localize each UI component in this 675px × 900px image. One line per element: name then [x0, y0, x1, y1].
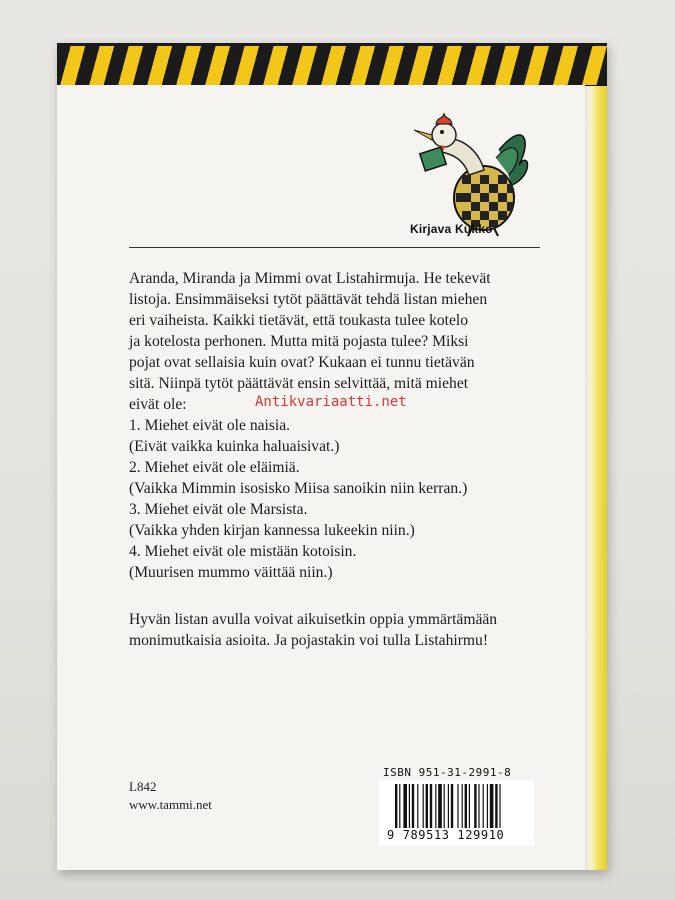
barcode: [379, 780, 534, 846]
publisher-series-name: Kirjava Kukko: [410, 222, 493, 236]
barcode-bars-icon: [395, 784, 525, 828]
blurb-line: (Vaikka yhden kirjan kannessa lukeekin niin.): [129, 522, 415, 539]
blurb-line: 3. Miehet eivät ole Marsista.: [129, 501, 308, 518]
catalog-code: L842: [129, 779, 157, 794]
isbn-label: ISBN 951-31-2991-8: [383, 766, 512, 779]
blurb-line: ja kotelosta perhonen. Mutta mitä pojasta tulee? Miksi: [129, 333, 469, 350]
closing-line: Hyvän listan avulla voivat aikuisetkin oppia ymmärtämään: [129, 611, 498, 628]
blurb-line: eivät ole:: [129, 396, 187, 413]
closing-line: monimutkaisia asioita. Ja pojastakin voi tulla Listahirmu!: [129, 632, 489, 649]
blurb-line: pojat ovat sellaisia kuin ovat? Kukaan ei tunnu tietävän: [129, 354, 475, 371]
watermark-text: Antikvariaatti.net: [255, 394, 407, 410]
blurb-line: eri vaiheista. Kaikki tietävät, että toukasta tulee kotelo: [129, 312, 469, 329]
blurb-line: sitä. Niinpä tytöt päättävät ensin selvittää, mitä miehet: [129, 375, 469, 392]
blurb-line: (Eivät vaikka kuinka haluaisivat.): [129, 438, 340, 455]
book-back-cover: [57, 43, 607, 870]
blurb-line: Aranda, Miranda ja Mimmi ovat Listahirmuja. He tekevät: [129, 270, 491, 287]
blurb-text: [129, 268, 549, 583]
publisher-url: www.tammi.net: [129, 797, 212, 812]
blurb-line: 1. Miehet eivät ole naisia.: [129, 417, 291, 434]
blurb-line: (Vaikka Mimmin isosisko Miisa sanoikin niin kerran.): [129, 480, 468, 497]
blurb-line: listoja. Ensimmäiseksi tytöt päättävät tehdä listan miehen: [129, 291, 488, 308]
rooster-logo-icon: [384, 80, 534, 240]
divider-rule: [129, 247, 540, 248]
barcode-number: 9 789513 129910: [387, 828, 505, 842]
closing-text: [129, 609, 549, 651]
spine-edge: [585, 83, 607, 870]
blurb-line: 4. Miehet eivät ole mistään kotoisin.: [129, 543, 357, 560]
blurb-line: 2. Miehet eivät ole eläimiä.: [129, 459, 300, 476]
blurb-line: (Muurisen mummo väittää niin.): [129, 564, 333, 581]
